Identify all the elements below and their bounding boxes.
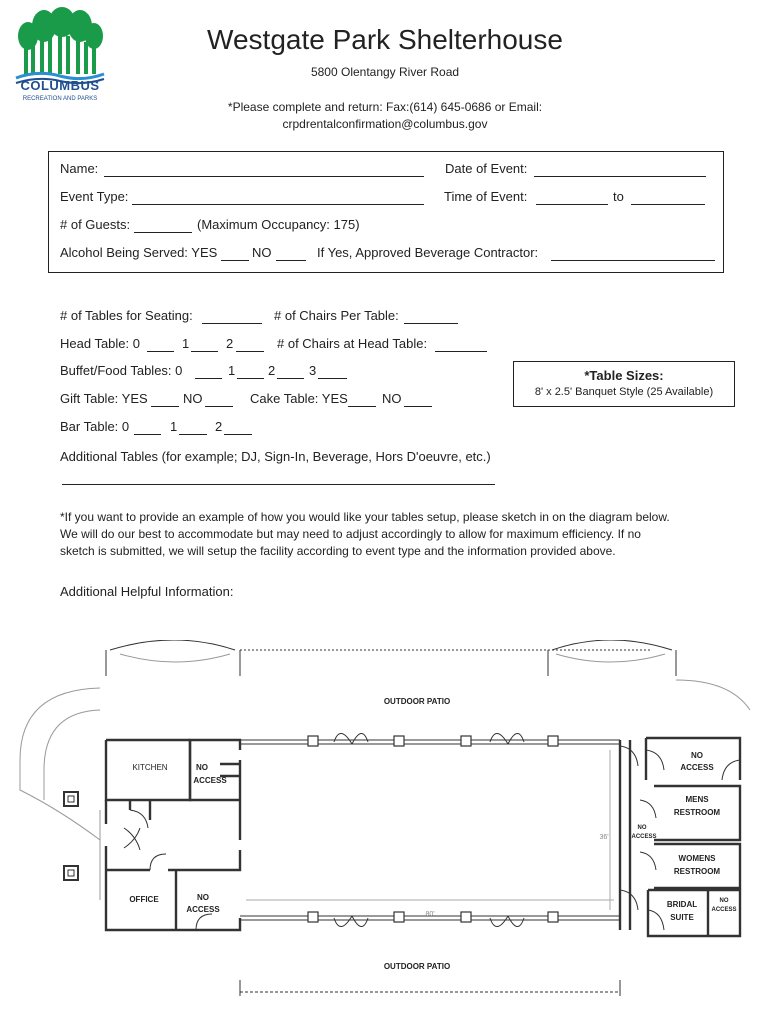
- buffet-3-field[interactable]: [318, 378, 347, 379]
- table-sizes-box: [513, 361, 735, 407]
- plan-paver-inner: [68, 870, 74, 876]
- head-table-2-field[interactable]: [236, 351, 264, 352]
- label-office: OFFICE: [129, 895, 159, 904]
- label-access-1: ACCESS: [193, 776, 227, 785]
- head-table-0-field[interactable]: [147, 351, 174, 352]
- label-womens-restroom: RESTROOM: [673, 867, 721, 876]
- label-bridal: BRIDAL: [666, 900, 698, 909]
- gift-yes-field[interactable]: [151, 406, 179, 407]
- sketch-note: [60, 509, 730, 560]
- label-dim-height: 36': [599, 834, 609, 841]
- plan-post: [548, 736, 558, 746]
- name-field[interactable]: [104, 176, 424, 177]
- contractor-label: If Yes, Approved Beverage Contractor:: [317, 245, 539, 260]
- gift-table-label: Gift Table: YES: [60, 391, 148, 406]
- plan-door-swing: [196, 914, 212, 930]
- plan-door: [490, 916, 524, 927]
- label-no-5: NO: [719, 898, 729, 904]
- label-womens: WOMENS: [678, 854, 716, 863]
- head-table-label: Head Table: 0: [60, 336, 140, 351]
- cake-no-field[interactable]: [404, 406, 432, 407]
- additional-tables-label: Additional Tables (for example; DJ, Sign-In, Beverage, Hors D'oeuvre, etc.): [60, 449, 491, 464]
- logo-subtitle: RECREATION AND PARKS: [22, 96, 98, 102]
- bar-1-label: 1: [170, 419, 178, 434]
- buffet-1-field[interactable]: [237, 378, 264, 379]
- table-sizes-detail: 8' x 2.5' Banquet Style (25 Available): [534, 386, 714, 398]
- note-line-1: *If you want to provide an example of how you would like your tables setup, please sketch in on the diagram below.: [60, 510, 670, 524]
- plan-walkway: [676, 680, 750, 710]
- date-field[interactable]: [534, 176, 706, 177]
- bar-2-field[interactable]: [224, 434, 252, 435]
- alcohol-no-label: NO: [252, 245, 272, 260]
- plan-door-swing: [640, 800, 656, 818]
- plan-post: [461, 912, 471, 922]
- plan-post: [308, 736, 318, 746]
- plan-post: [394, 736, 404, 746]
- label-no-2: NO: [197, 893, 209, 902]
- plan-door: [334, 916, 368, 927]
- occupancy-note: (Maximum Occupancy: 175): [197, 217, 360, 232]
- plan-door-swing: [646, 750, 664, 770]
- label-no-1: NO: [196, 763, 208, 772]
- name-label: Name:: [60, 161, 99, 176]
- chairs-per-table-field[interactable]: [404, 323, 458, 324]
- label-kitchen: KITCHEN: [132, 763, 168, 772]
- plan-arch-inner: [556, 654, 665, 662]
- head-table-1-field[interactable]: [191, 351, 218, 352]
- label-access-5: ACCESS: [711, 907, 737, 913]
- guests-label: # of Guests:: [60, 217, 131, 232]
- label-no-3: NO: [691, 751, 703, 760]
- note-line-3: sketch is submitted, we will setup the facility according to event type and the information provided above.: [60, 544, 616, 558]
- time-start-field[interactable]: [536, 204, 608, 205]
- buffet-0-field[interactable]: [195, 378, 222, 379]
- buffet-3-label: 3: [309, 363, 317, 378]
- address: 5800 Olentangy River Road: [310, 65, 460, 79]
- bar-table-label: Bar Table: 0: [60, 419, 130, 434]
- plan-post: [548, 912, 558, 922]
- plan-arch: [552, 640, 672, 650]
- chairs-per-table-label: # of Chairs Per Table:: [274, 308, 399, 323]
- table-sizes-heading: *Table Sizes:: [584, 368, 664, 383]
- return-instructions: [0, 99, 770, 133]
- head-table-2-label: 2: [226, 336, 234, 351]
- seating-tables-label: # of Tables for Seating:: [60, 308, 193, 323]
- plan-door-swing: [124, 828, 140, 850]
- cake-yes-field[interactable]: [348, 406, 376, 407]
- head-chairs-field[interactable]: [435, 351, 487, 352]
- head-table-1-label: 1: [182, 336, 190, 351]
- plan-post: [394, 912, 404, 922]
- label-dim-width: 80': [425, 911, 435, 918]
- label-outdoor-patio-bottom: OUTDOOR PATIO: [383, 962, 451, 971]
- time-end-field[interactable]: [631, 204, 705, 205]
- label-access-2: ACCESS: [186, 905, 220, 914]
- plan-post: [308, 912, 318, 922]
- label-access-4: ACCESS: [631, 834, 657, 840]
- alcohol-label: Alcohol Being Served: YES: [60, 245, 218, 260]
- plan-door: [334, 733, 368, 744]
- buffet-label: Buffet/Food Tables: 0: [60, 363, 183, 378]
- label-no-4: NO: [637, 825, 647, 831]
- plan-door-swing: [150, 854, 166, 870]
- cake-no-label: NO: [382, 391, 402, 406]
- alcohol-no-field[interactable]: [276, 260, 306, 261]
- plan-paver: [64, 866, 78, 880]
- guests-field[interactable]: [134, 232, 192, 233]
- buffet-1-label: 1: [228, 363, 236, 378]
- gift-no-field[interactable]: [205, 406, 233, 407]
- plan-paver: [64, 792, 78, 806]
- label-outdoor-patio-top: OUTDOOR PATIO: [383, 697, 451, 706]
- plan-patio-post: [240, 980, 620, 996]
- additional-tables-field[interactable]: [62, 484, 495, 485]
- time-to-label: to: [613, 189, 624, 204]
- label-mens: MENS: [685, 795, 709, 804]
- logo-wordmark: COLUMBUS: [20, 78, 100, 93]
- label-access-3: ACCESS: [680, 763, 714, 772]
- bar-1-field[interactable]: [179, 434, 207, 435]
- helpful-info-label: Additional Helpful Information:: [60, 584, 234, 599]
- plan-arch-inner: [120, 654, 230, 662]
- plan-post: [461, 736, 471, 746]
- note-line-2: We will do our best to accommodate but may need to adjust accordingly to allow for maximum efficiency. If no: [60, 527, 641, 541]
- plan-door: [490, 733, 524, 744]
- bar-0-field[interactable]: [134, 434, 161, 435]
- time-label: Time of Event:: [444, 189, 528, 204]
- contractor-field[interactable]: [551, 260, 715, 261]
- buffet-2-label: 2: [268, 363, 276, 378]
- plan-door-swing: [640, 852, 656, 870]
- label-mens-restroom: RESTROOM: [673, 808, 721, 817]
- cake-table-label: Cake Table: YES: [250, 391, 348, 406]
- bar-2-label: 2: [215, 419, 223, 434]
- plan-door-swing: [648, 910, 664, 930]
- buffet-2-field[interactable]: [277, 378, 304, 379]
- floor-plan[interactable]: [0, 640, 770, 1024]
- alcohol-yes-field[interactable]: [221, 260, 249, 261]
- plan-walkway: [44, 710, 100, 800]
- plan-door-swing: [722, 760, 740, 780]
- plan-door-swing: [130, 810, 148, 828]
- event-type-label: Event Type:: [60, 189, 129, 204]
- instruction-line-1: *Please complete and return: Fax:(614) 645-0686 or Email:: [227, 100, 543, 114]
- date-label: Date of Event:: [445, 161, 528, 176]
- instruction-line-2: crpdrentalconfirmation@columbus.gov: [282, 117, 488, 131]
- plan-paver-inner: [68, 796, 74, 802]
- gift-no-label: NO: [183, 391, 203, 406]
- seating-tables-field[interactable]: [202, 323, 262, 324]
- plan-arch: [110, 640, 235, 650]
- head-chairs-label: # of Chairs at Head Table:: [277, 336, 428, 351]
- page-title: Westgate Park Shelterhouse: [207, 24, 563, 55]
- label-suite: SUITE: [670, 913, 694, 922]
- plan-rail-top: [240, 740, 620, 744]
- event-type-field[interactable]: [132, 204, 424, 205]
